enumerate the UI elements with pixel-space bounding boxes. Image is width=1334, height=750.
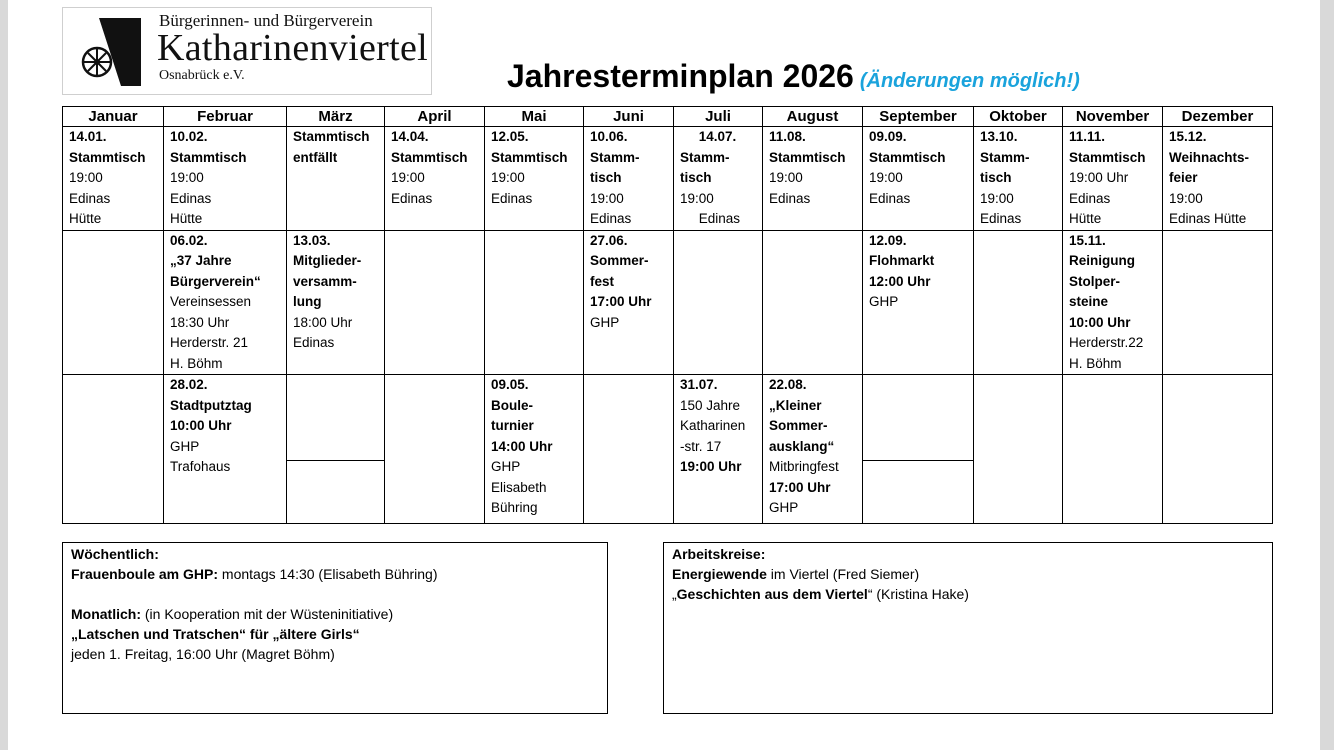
- event-line: Trafohaus: [170, 459, 231, 474]
- event-cell: [164, 230, 287, 375]
- event-line: turnier: [491, 418, 534, 433]
- event-line: 19:00: [170, 170, 204, 185]
- event-line: 27.06.: [590, 232, 628, 248]
- event-line: Stammtisch: [491, 149, 568, 165]
- event-cell: [164, 375, 287, 524]
- event-line: entfällt: [293, 149, 338, 165]
- event-line: 14.01.: [69, 129, 107, 144]
- event-line: Hütte: [170, 211, 203, 226]
- event-line: Stammtisch: [293, 129, 370, 144]
- month-header-9: September: [863, 107, 974, 127]
- event-line: Edinas: [869, 190, 911, 206]
- event-line: 19:00: [391, 170, 425, 185]
- event-line: Edinas: [980, 211, 1022, 226]
- event-cell: [385, 127, 485, 231]
- event-line: tisch: [980, 170, 1012, 185]
- logo-line-2: Katharinenviertel: [157, 27, 428, 69]
- event-line: 19:00: [680, 190, 714, 206]
- event-line: 19:00 Uhr: [1069, 170, 1129, 185]
- month-header-6: Juni: [584, 107, 674, 127]
- event-line: tisch: [590, 170, 622, 185]
- event-line: 09.05.: [491, 377, 529, 392]
- month-header-row: [63, 107, 1273, 127]
- event-line: -str. 17: [680, 438, 722, 454]
- schedule-row: [63, 230, 1273, 375]
- month-header-10: Oktober: [974, 107, 1063, 127]
- event-cell: [674, 127, 763, 231]
- event-line: Bühring: [491, 500, 538, 515]
- page-title: [507, 58, 1080, 95]
- event-line: 19:00: [769, 170, 803, 185]
- event-line: Vereinsessen: [170, 294, 252, 309]
- event-line: 150 Jahre: [680, 397, 741, 413]
- event-line: 17:00 Uhr: [769, 479, 831, 495]
- event-cell: [63, 230, 164, 375]
- event-line: 22.08.: [769, 377, 807, 392]
- event-line: 15.12.: [1169, 129, 1207, 144]
- event-line: 12.05.: [491, 129, 529, 144]
- event-line: 10.02.: [170, 129, 208, 144]
- event-cell: [863, 375, 974, 524]
- month-header-12: Dezember: [1163, 107, 1273, 127]
- event-line: Herderstr. 21: [170, 335, 249, 350]
- weekly-monthly-box: [62, 542, 608, 714]
- event-cell: [863, 127, 974, 231]
- event-line: 15.11.: [1069, 232, 1106, 248]
- event-line: fest: [590, 273, 615, 289]
- event-cell: [584, 127, 674, 231]
- event-line: Stammtisch: [391, 149, 468, 165]
- logo-line-1: Bürgerinnen- und Bürgerverein: [159, 11, 373, 30]
- event-line: 11.08.: [769, 129, 806, 144]
- event-cell: [974, 127, 1063, 231]
- event-line: GHP: [491, 459, 521, 474]
- event-line: lung: [293, 294, 322, 309]
- event-cell: [974, 230, 1063, 375]
- event-line: steine: [1069, 294, 1109, 309]
- event-line: Reinigung: [1069, 253, 1135, 268]
- event-line: 14:00 Uhr: [491, 438, 553, 454]
- event-line: 06.02.: [170, 232, 208, 248]
- event-line: GHP: [869, 294, 899, 309]
- event-line: feier: [1169, 170, 1198, 185]
- event-line: GHP: [170, 438, 200, 454]
- event-cell: [164, 127, 287, 231]
- monthly-title: „Latschen und Tratschen“ für „ältere Girls“: [71, 626, 360, 642]
- schedule-row: [63, 127, 1273, 231]
- event-line: 18:30 Uhr: [170, 314, 230, 330]
- workgroup-item-2: „Geschichten aus dem Viertel“ (Kristina Hake): [672, 586, 969, 602]
- event-line: 12.09.: [869, 232, 907, 248]
- logo-line-3: Osnabrück e.V.: [159, 68, 245, 83]
- event-cell: [763, 375, 863, 524]
- event-line: 19:00: [869, 170, 903, 185]
- event-line: Weihnachts-: [1169, 149, 1250, 165]
- event-line: „37 Jahre: [170, 253, 232, 268]
- event-line: Stammtisch: [769, 149, 846, 165]
- event-line: 19:00: [491, 170, 525, 185]
- title-main: Jahresterminplan 2026: [507, 58, 854, 94]
- month-header-4: April: [385, 107, 485, 127]
- event-cell: [485, 230, 584, 375]
- event-line: 19:00: [69, 170, 103, 185]
- event-line: Elisabeth: [491, 479, 547, 495]
- event-line: Stadtputztag: [170, 397, 252, 413]
- event-cell: [385, 375, 485, 524]
- event-line: GHP: [590, 314, 620, 330]
- event-line: Edinas: [391, 190, 433, 206]
- month-header-8: August: [763, 107, 863, 127]
- event-line: Herderstr.22: [1069, 335, 1144, 350]
- event-cell: [1163, 230, 1273, 375]
- event-cell: [385, 230, 485, 375]
- event-line: 19:00: [980, 190, 1014, 206]
- event-line: 10:00 Uhr: [170, 418, 232, 433]
- event-line: Stolper-: [1069, 273, 1121, 289]
- event-line: Edinas: [170, 190, 212, 206]
- event-line: Hütte: [69, 211, 102, 226]
- event-line: ausklang“: [769, 438, 835, 454]
- event-line: 14.04.: [391, 129, 429, 144]
- event-line: Edinas: [680, 211, 741, 226]
- event-line: Stammtisch: [170, 149, 247, 165]
- event-line: Edinas: [1069, 190, 1111, 206]
- event-line: Flohmarkt: [869, 253, 935, 268]
- event-line: Stammtisch: [1069, 149, 1146, 165]
- event-cell: [763, 230, 863, 375]
- workgroups-box: [663, 542, 1273, 714]
- event-line: Stamm-: [590, 149, 640, 165]
- monthly-heading: Monatlich: (in Kooperation mit der Wüsteninitiative): [71, 606, 394, 622]
- event-line: H. Böhm: [170, 355, 223, 371]
- event-line: Sommer-: [769, 418, 828, 433]
- event-line: H. Böhm: [1069, 355, 1122, 371]
- event-cell: [584, 230, 674, 375]
- event-cell: [1063, 230, 1163, 375]
- event-line: 13.10.: [980, 129, 1018, 144]
- month-header-3: März: [287, 107, 385, 127]
- monthly-detail: jeden 1. Freitag, 16:00 Uhr (Magret Böhm): [71, 646, 335, 662]
- weekly-heading: Wöchentlich:: [71, 546, 159, 562]
- month-header-11: November: [1063, 107, 1163, 127]
- event-line: Edinas: [293, 335, 335, 350]
- event-line: Edinas: [69, 190, 111, 206]
- event-line: Sommer-: [590, 253, 649, 268]
- event-line: Edinas Hütte: [1169, 211, 1247, 226]
- event-cell: [287, 230, 385, 375]
- event-line: 19:00 Uhr: [680, 459, 742, 474]
- event-line: 10:00 Uhr: [1069, 314, 1131, 330]
- event-line: Edinas: [491, 190, 533, 206]
- event-cell: [287, 127, 385, 231]
- event-cell: [863, 230, 974, 375]
- event-line: 28.02.: [170, 377, 208, 392]
- schedule-row: [63, 375, 1273, 524]
- event-cell: [63, 127, 164, 231]
- month-header-2: Februar: [164, 107, 287, 127]
- event-line: 19:00: [1169, 190, 1203, 206]
- event-cell: [1063, 127, 1163, 231]
- event-cell: [584, 375, 674, 524]
- event-line: 12:00 Uhr: [869, 273, 931, 289]
- event-cell: [485, 375, 584, 524]
- event-line: versamm-: [293, 273, 357, 289]
- event-line: Mitglieder-: [293, 253, 362, 268]
- event-line: Boule-: [491, 397, 533, 413]
- event-line: Stamm-: [680, 149, 730, 165]
- event-cell: [1163, 127, 1273, 231]
- event-line: Edinas: [590, 211, 632, 226]
- event-cell: [763, 127, 863, 231]
- event-cell: [485, 127, 584, 231]
- event-line: 14.07.: [680, 129, 737, 144]
- event-cell: [674, 230, 763, 375]
- association-logo: [62, 7, 432, 95]
- event-line: 11.11.: [1069, 129, 1106, 144]
- event-line: 09.09.: [869, 129, 907, 144]
- workgroup-item-1: Energiewende im Viertel (Fred Siemer): [672, 566, 920, 582]
- event-line: Stammtisch: [69, 149, 146, 165]
- event-line: 17:00 Uhr: [590, 294, 652, 309]
- event-line: 18:00 Uhr: [293, 314, 353, 330]
- wheel-emblem-icon: [69, 14, 145, 90]
- event-cell: [287, 375, 385, 524]
- event-cell: [63, 375, 164, 524]
- event-line: 13.03.: [293, 232, 331, 248]
- event-line: 31.07.: [680, 377, 718, 392]
- event-line: „Kleiner: [769, 397, 822, 413]
- weekly-item: Frauenboule am GHP: montags 14:30 (Elisabeth Bühring): [71, 566, 438, 582]
- event-cell: [974, 375, 1063, 524]
- workgroups-heading: Arbeitskreise:: [672, 546, 766, 562]
- event-line: Stammtisch: [869, 149, 946, 165]
- event-line: 10.06.: [590, 129, 628, 144]
- month-header-1: Januar: [63, 107, 164, 127]
- month-header-5: Mai: [485, 107, 584, 127]
- event-line: 19:00: [590, 190, 624, 206]
- event-line: Edinas: [769, 190, 811, 206]
- event-line: GHP: [769, 500, 799, 515]
- month-header-7: Juli: [674, 107, 763, 127]
- schedule-table: [62, 106, 1273, 524]
- event-line: Hütte: [1069, 211, 1102, 226]
- event-cell: [1063, 375, 1163, 524]
- title-note: (Änderungen möglich!): [859, 70, 1080, 92]
- event-line: Bürgerverein“: [170, 273, 261, 289]
- event-line: Mitbringfest: [769, 459, 839, 474]
- event-cell: [674, 375, 763, 524]
- event-line: Katharinen: [680, 418, 746, 433]
- event-line: tisch: [680, 170, 712, 185]
- event-line: Stamm-: [980, 149, 1030, 165]
- event-cell: [1163, 375, 1273, 524]
